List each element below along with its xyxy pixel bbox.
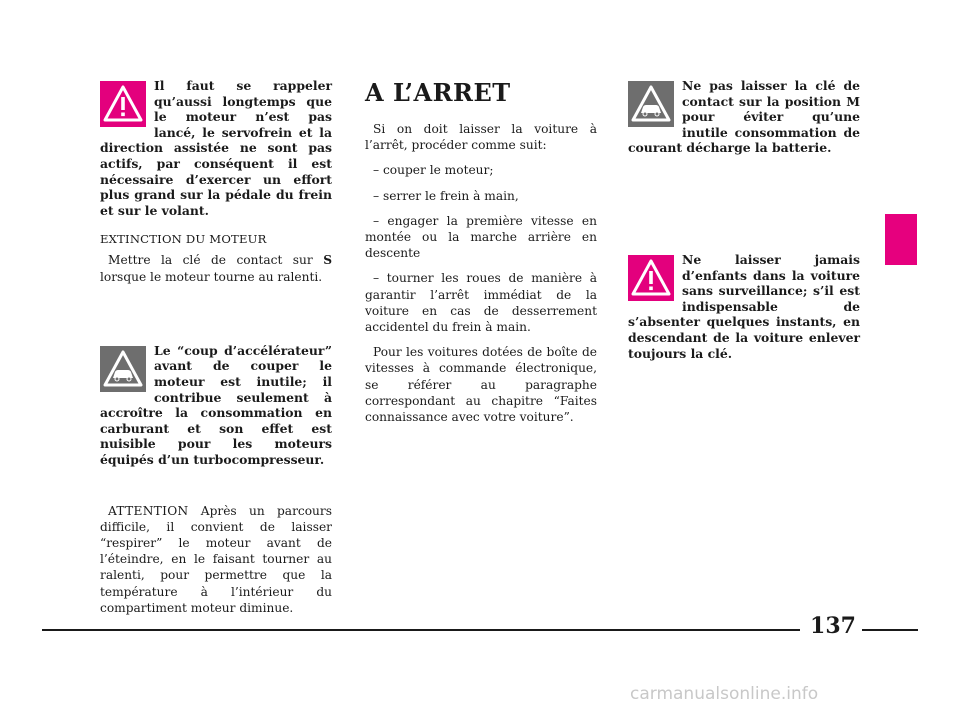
section-title: A L’ARRET <box>365 78 511 107</box>
engine-stop-paragraph <box>100 252 332 284</box>
column-left <box>100 78 332 616</box>
chapter-tab <box>885 214 917 265</box>
footer-rule <box>42 629 800 631</box>
engine-stop-text: Mettre la clé de contact sur <box>108 253 324 268</box>
attention-label: ATTENTION <box>108 503 189 518</box>
parking-step: – serrer le frein à main, <box>373 188 519 203</box>
engine-stop-text-end: lorsque le moteur tourne au ralenti. <box>100 269 323 284</box>
attention-paragraph <box>100 503 332 616</box>
column-middle <box>365 78 597 425</box>
parking-step: – engager la première vitesse en montée ou la marche arrière en descente <box>365 213 597 261</box>
warning-battery-text: Ne pas laisser la clé de contact sur la position M pour éviter qu’une inutile consommation de courant décharge la batterie. <box>628 78 860 156</box>
column-right <box>628 78 860 361</box>
warning-brakes-steering <box>100 78 332 218</box>
subheading-engine-stop: EXTINCTION DU MOTEUR <box>100 232 267 247</box>
warning-accelerator <box>100 343 332 468</box>
footer-rule-right <box>862 629 918 631</box>
car-environment-icon <box>628 81 674 127</box>
warning-children <box>628 252 860 361</box>
gearbox-note: Pour les voitures dotées de boîte de vitesses à commande électronique, se référer au paragraphe correspondant au chapitre “Faites connaissance avec votre voiture”. <box>365 345 597 425</box>
warning-accelerator-text: Le “coup d’accélérateur” avant de couper le moteur est inutile; il contribue seulement à accroître la consommation en carburant et son effet est nuisible pour les moteurs équipés d’un turbocompresseur. <box>100 342 332 467</box>
parking-step: – tourner les roues de manière à garantir l’arrêt immédiat de la voiture en cas de desserrement accidentel du frein à main. <box>365 271 597 335</box>
watermark: carmanualsonline.info <box>630 684 819 704</box>
warning-brakes-text: Il faut se rappeler qu’aussi longtemps que le moteur n’est pas lancé, le servofrein et la direction assistée ne sont pas actifs, par conséquent il est nécessaire d’exercer un effort plus grand sur la pédale du frein et sur le volant. <box>100 78 332 218</box>
page-number: 137 <box>810 613 856 639</box>
warning-triangle-icon <box>628 255 674 301</box>
attention-text: Après un parcours difficile, il convient de laisser “respirer” le moteur avant de l’éteindre, en le faisant tourner au ralenti, pour permettre que la température à l’intérieur du compartiment moteur diminue. <box>100 503 332 615</box>
warning-battery <box>628 78 860 156</box>
car-environment-icon <box>100 346 146 392</box>
parking-step: – couper le moteur; <box>373 163 494 178</box>
warning-triangle-icon <box>100 81 146 127</box>
parking-intro: Si on doit laisser la voiture à l’arrêt, procéder comme suit: <box>365 122 597 153</box>
key-position-s: S <box>323 253 332 268</box>
warning-children-text: Ne laisser jamais d’enfants dans la voiture sans surveillance; s’il est indispensable de s’absenter quelques instants, en descendant de la voiture enlever toujours la clé. <box>628 251 860 361</box>
